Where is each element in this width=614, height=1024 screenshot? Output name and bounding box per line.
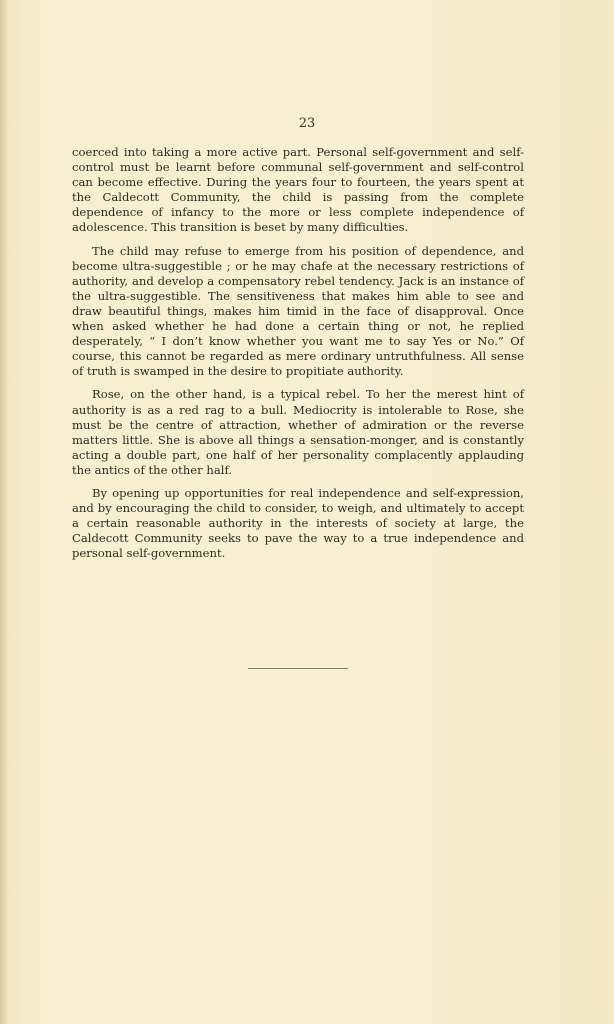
page-number: 23 (298, 116, 316, 131)
body-text (72, 145, 524, 569)
paragraph-1: coerced into taking a more active part. Personal self-government and self-control must be learnt before communal self-government and self-control can become effective. During the years four to fourteen, the years spent at the Caldecott Community, the child is passing from the complete dependence of infancy to the more or less complete independence of adolescence. This transition is beset by many difficulties. (72, 145, 524, 235)
paragraph-4: By opening up opportunities for real independence and self-expression, and by encouraging the child to consider, to weigh, and ultimately to accept a certain reasonable authority in the interests of society at large, the Caldecott Community seeks to pave the way to a true independence and personal self-government. (72, 485, 524, 561)
paragraph-2: The child may refuse to emerge from his position of dependence, and become ultra-suggestible ; or he may chafe at the necessary restrictions of authority, and develop a compensatory rebel tendency. Jack is an instance of the ultra-suggestible. The sensitiveness that makes him able to see and draw beautiful things, makes him timid in the face of disapproval. Once when asked whether he had done a certain thing or not, he replied desperately, “ I don’t know whether you want me to say Yes or No.” Of course, this cannot be regarded as mere ordinary untruthfulness. All sense of truth is swamped in the desire to propitiate authority. (72, 243, 524, 379)
paragraph-3: Rose, on the other hand, is a typical rebel. To her the merest hint of authority is as a red rag to a bull. Mediocrity is intolerable to Rose, she must be the centre of attraction, whether of admiration or the reverse matters little. She is above all things a sensation-monger, and is constantly acting a double part, one half of her personality complacently applauding the antics of the other half. (72, 387, 524, 477)
end-rule-divider (248, 668, 348, 669)
page-edge-shadow (0, 0, 8, 1024)
